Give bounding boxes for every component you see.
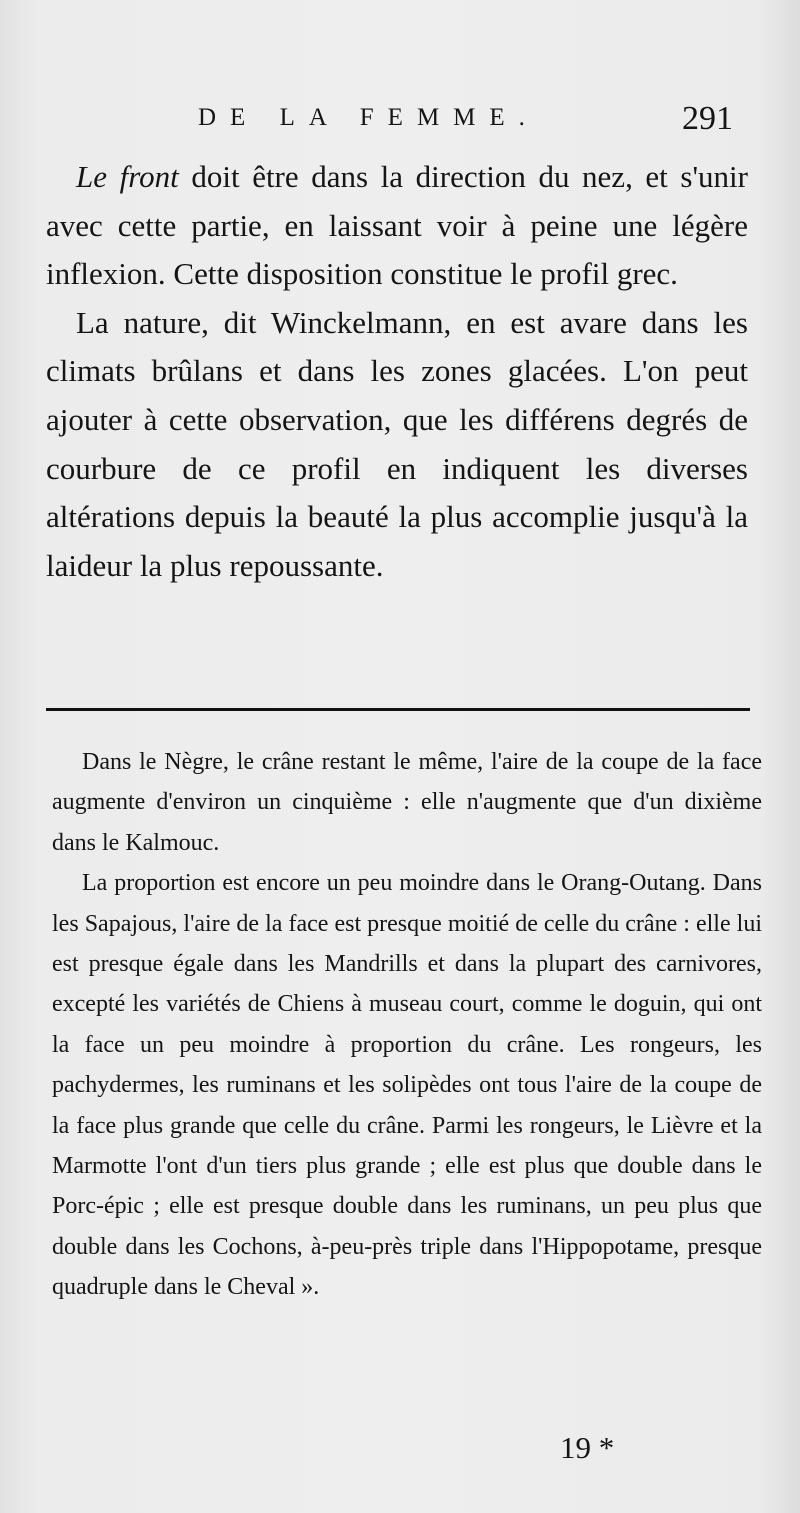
footnote-rule: [46, 708, 750, 711]
paragraph-lead-italic: Le front: [76, 159, 179, 194]
footnote-paragraph-proportion: La proportion est encore un peu moindre dans le Orang-Outang. Dans les Sapajous, l'aire de la face est presque moitié de celle du crâne : elle lui est presque égale dans les Mandrills et dans la plupart des carnivores, excepté les variétés de Chiens à museau court, comme le doguin, qui ont la face un peu moindre à proportion du crâne. Les rongeurs, les pachydermes, les ruminans et les solipèdes ont tous l'aire de la coupe de la face plus grande que celle du crâne. Parmi les rongeurs, le Lièvre et la Marmotte l'ont d'un tiers plus grande ; elle est plus que double dans le Porc-épic ; elle est presque double dans les ruminans, un peu plus que double dans les Cochons, à-peu-près triple dans l'Hippopotame, presque quadruple dans le Cheval ».: [52, 870, 762, 1301]
running-head: [0, 100, 800, 144]
paragraph-front: [46, 153, 748, 299]
running-title: DE LA FEMME.: [198, 104, 539, 131]
signature-mark: 19 *: [560, 1430, 615, 1465]
paragraph-winckelmann: La nature, dit Winckelmann, en est avare dans les climats brûlans et dans les zones glacées. L'on peut ajouter à cette observation, que les différens degrés de courbure de ce profil en indiquent les diverses altérations depuis la beauté la plus accomplie jusqu'à la laideur la plus repoussante.: [46, 304, 748, 583]
page-number: 291: [682, 100, 733, 137]
footnote: [52, 742, 762, 1308]
footnote-paragraph-negre: Dans le Nègre, le crâne restant le même, l'aire de la coupe de la face augmente d'environ un cinquième : elle n'augmente que d'un dixième dans le Kalmouc.: [52, 749, 762, 856]
main-text: [46, 153, 748, 590]
paragraph-front-text: doit être dans la direction du nez, et s'unir avec cette partie, en laissant voir à peine une légère inflexion. Cette disposition constitue le profil grec.: [46, 159, 748, 292]
